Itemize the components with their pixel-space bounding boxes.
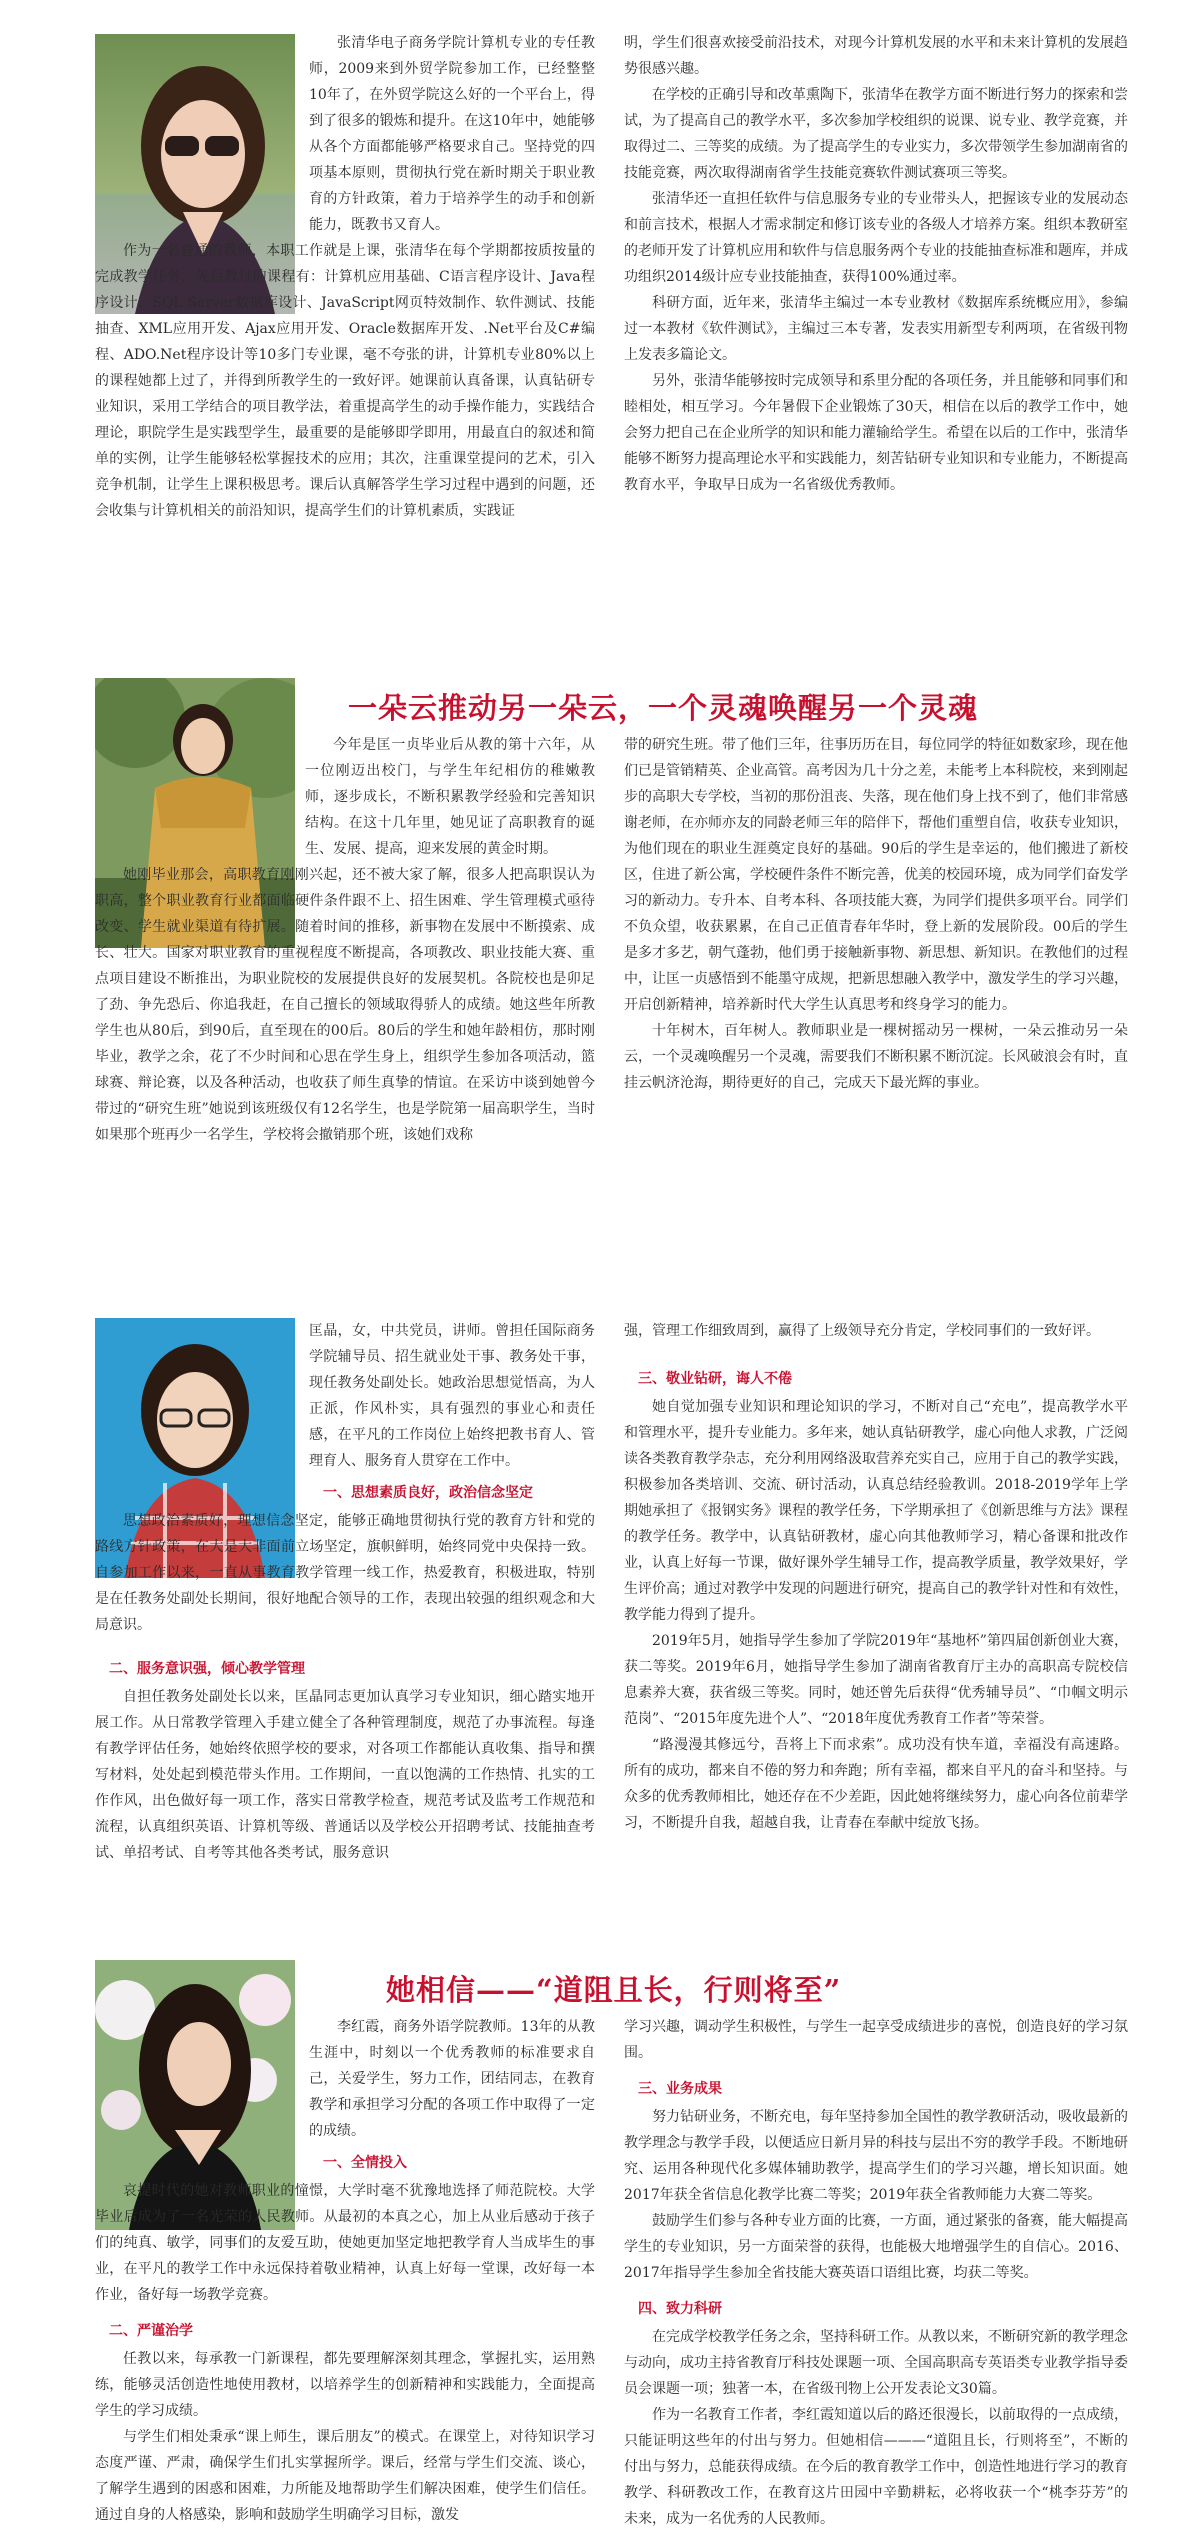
paragraph: 思想政治素质好，理想信念坚定，能够正确地贯彻执行党的教育方针和党的路线方针政策，在大是大非面前立场坚定，旗帜鲜明，始终同党中央保持一致。自参加工作以来，一直从事教育教学管理一线工作，热爱教育，积极进取，特别是在任教务处副处长期间，很好地配合领导的工作，表现出较强的组织观念和大局意识。 (95, 1513, 595, 1633)
paragraph: 作为一名普通的教师，本职工作就是上课，张清华在每个学期都按质按量的完成教学任务，先后教过的课程有：计算机应用基础、C语言程序设计、Java程序设计、SQL Server数据库设计、JavaScript网页特效制作、软件测试、技能抽查、XML应用开发、Ajax应用开发、Oracle数据库开发、.Net平台及C#编程、ADO.Net程序设计等10多门专业课，毫不夸张的讲，计算机专业80%以上的课程她都上过了，并得到所教学生的一致好评。她课前认真备课，认真钻研专业知识，采用工学结合的项目教学法，着重提高学生的动手操作能力，实践结合理论，职院学生是实践型学生，最重要的是能够即学即用，用最直白的叙述和简单的实例，让学生能够轻松掌握技术的应用；其次，注重课堂提问的艺术，引入竞争机制，让学生上课积极思考。课后认真解答学生学习过程中遇到的问题，还会收集与计算机相关的前沿知识，提高学生们的计算机素质，实践证 (95, 243, 595, 519)
paragraph: 她刚毕业那会，高职教育刚刚兴起，还不被大家了解，很多人把高职误认为职高，整个职业教育行业都面临硬件条件跟不上、招生困难、学生管理模式亟待改变、学生就业渠道有待扩展。随着时间的推移，新事物在发展中不断摸索、成长、壮大。国家对职业教育的重视程度不断提高，各项教改、职业技能大赛、重点项目建设不断推出，为职业院校的发展提供良好的发展契机。各院校也是卯足了劲、争先恐后、你追我赶，在自己擅长的领域取得骄人的成绩。她这些年所教学生也从80后，到90后，直至现在的00后。80后的学生和她年龄相仿，那时刚毕业，教学之余，花了不少时间和心思在学生身上，组织学生参加各项活动，篮球赛、辩论赛，以及各种活动，也收获了师生真挚的情谊。在采访中谈到她曾今带过的“研究生班”她说到该班级仅有12名学生，也是学院第一届高职学生，当时如果那个班再少一名学生，学校将会撤销那个班，该她们戏称 (95, 867, 595, 1143)
paragraph: 张清华还一直担任软件与信息服务专业的专业带头人，把握该专业的发展动态和前言技术，根据人才需求制定和修订该专业的各级人才培养方案。组织本教研室的老师开发了计算机应用和软件与信息服务两个专业的技能抽查标准和题库，并成功组织2014级计应专业技能抽查，获得100%通过率。 (624, 191, 1128, 285)
paragraph: 另外，张清华能够按时完成领导和系里分配的各项任务，并且能够和同事们和睦相处，相互学习。今年暑假下企业锻炼了30天，相信在以后的教学工作中，她会努力把自己在企业所学的知识和能力灌输给学生。希望在以后的工作中，张清华能够不断努力提高理论水平和实践能力，刻苦钻研专业知识和专业能力，不断提高教育水平，争取早日成为一名省级优秀教师。 (624, 373, 1128, 493)
paragraph: 带的研究生班。带了他们三年，往事历历在目，每位同学的特征如数家珍，现在他们已是管销精英、企业高管。高考因为几十分之差，未能考上本科院校，来到刚起步的高职大专学校，当初的那份沮丧、失落，现在他们身上找不到了，他们非常感谢老师，在亦师亦友的同龄老师三年的陪伴下，帮他们重塑自信，收获专业知识，为他们现在的职业生涯奠定良好的基础。90后的学生是幸运的，他们搬进了新校区，住进了新公寓，学校硬件条件不断完善，优美的校园环境，成为同学们奋发学习的新动力。专升本、自考本科、各项技能大赛，为同学们提供多项平台。同学们不负众望，收获累累，在自己正值青春年华时，登上新的发展阶段。00后的学生是多才多艺，朝气蓬勃，他们勇于接触新事物、新思想、新知识。在教他们的过程中，让匡一贞感悟到不能墨守成规，把新思想融入教学中，激发学生的学习兴趣，开启创新精神，培养新时代大学生认真思考和终身学习的能力。 (624, 737, 1128, 1013)
paragraph: 科研方面，近年来，张清华主编过一本专业教材《数据库系统概应用》，参编过一本教材《软件测试》，主编过三本专著，发表实用新型专利两项，在省级刊物上发表多篇论文。 (624, 295, 1128, 363)
paragraph: 她自觉加强专业知识和理论知识的学习，不断对自己“充电”，提高教学水平和管理水平，提升专业能力。多年来，她认真钻研教学，虚心向他人求教，广泛阅读各类教育教学杂志，充分利用网络汲取营养充实自己，应用于自己的教学实践，积极参加各类培训、交流、研讨活动，认真总结经验教训。2018-2019学年上学期她承担了《报钢实务》课程的教学任务，下学期承担了《创新思维与方法》课程的教学任务。教学中，认真钻研教材，虚心向其他教师学习，精心备课和批改作业，认真上好每一节课，做好课外学生辅导工作，提高教学质量，教学效果好，学生评价高；通过对教学中发现的问题进行研究，提高自己的教学针对性和有效性，教学能力得到了提升。 (624, 1399, 1128, 1623)
paragraph: 在学校的正确引导和改革熏陶下，张清华在教学方面不断进行努力的探索和尝试，为了提高自己的教学水平，多次参加学校组织的说课、说专业、教学竞赛，并取得过二、三等奖的成绩。为了提高学生的专业实力，多次带领学生参加湖南省的技能竞赛，两次取得湖南省学生技能竞赛软件测试赛项三等奖。 (624, 87, 1128, 181)
paragraph: 与学生们相处秉承“课上师生，课后朋友”的模式。在课堂上，对待知识学习态度严谨、严肃，确保学生们扎实掌握所学。课后，经常与学生们交流、谈心，了解学生遇到的困惑和困难，力所能及地帮助学生们解决困难，使学生们信任。通过自身的人格感染，影响和鼓励学生明确学习目标，激发 (95, 2429, 595, 2523)
section3-right-text (624, 1318, 1128, 1836)
section-heading: 三、敬业钻研，诲人不倦 (638, 1371, 792, 1387)
paragraph: 哀提时代的她对教师职业的憧憬，大学时毫不犹豫地选择了师范院校。大学毕业后成为了一名光荣的人民教师。从最初的本真之心，加上从业后感动于孩子们的纯真、敏学，同事们的友爱互助，使她更加坚定地把教学育人当成毕生的事业，在平凡的教学工作中永远保持着敬业精神，认真上好每一堂课，改好每一本作业，备好每一场教学竞赛。 (95, 2183, 595, 2303)
section2-left-text (95, 732, 595, 1148)
paragraph: 2019年5月，她指导学生参加了学院2019年“基地杯”第四届创新创业大赛，获二等奖。2019年6月，她指导学生参加了湖南省教育厅主办的高职高专院校信息素养大赛，获省级三等奖。同时，她还曾先后获得“优秀辅导员”、“巾帼文明示范岗”、“2015年度先进个人”、“2018年度优秀教育工作者”等荣誉。 (624, 1633, 1128, 1727)
section-heading: 一、全情投入 (323, 2155, 407, 2171)
paragraph: 强，管理工作细致周到，赢得了上级领导充分肯定，学校同事们的一致好评。 (624, 1323, 1100, 1339)
section-heading: 三、业务成果 (638, 2081, 722, 2097)
paragraph: 张清华电子商务学院计算机专业的专任教师，2009来到外贸学院参加工作，已经整整10年了，在外贸学院这么好的一个平台上，得到了很多的锻炼和提升。在这10年中，她能够从各个方面都能够严格要求自己。坚持党的四项基本原则，贯彻执行党在新时期关于职业教育的方针政策，着力于培养学生的动手和创新能力，既教书又育人。 (309, 35, 595, 233)
paragraph: 明，学生们很喜欢接受前沿技术，对现今计算机发展的水平和未来计算机的发展趋势很感兴趣。 (624, 35, 1128, 77)
paragraph: 今年是匡一贞毕业后从教的第十六年，从一位刚迈出校门，与学生年纪相仿的稚嫩教师，逐步成长，不断积累教学经验和完善知识结构。在这十几年里，她见证了高职教育的诞生、发展、提高，迎来发展的黄金时期。 (305, 737, 595, 857)
paragraph: 自担任教务处副处长以来，匡晶同志更加认真学习专业知识，细心踏实地开展工作。从日常教学管理入手建立健全了各种管理制度，规范了办事流程。每逢有教学评估任务，她始终依照学校的要求，对各项工作都能认真收集、指导和撰写材料，处处起到模范带头作用。工作期间，一直以饱满的工作热情、扎实的工作作风，出色做好每一项工作，落实日常教学检查，规范考试及监考工作规范和流程，认真组织英语、计算机等级、普通话以及学校公开招聘考试、技能抽查考试、单招考试、自考等其他各类考试，服务意识 (95, 1689, 595, 1861)
paragraph: 任教以来，每承教一门新课程，都先要理解深刻其理念，掌握扎实，运用熟练，能够灵活创造性地使用教材，以培养学生的创新精神和实践能力，全面提高学生的学习成绩。 (95, 2351, 595, 2419)
section2-title: 一朵云推动另一朵云，一个灵魂唤醒另一个灵魂 (348, 691, 979, 725)
paragraph: “路漫漫其修远兮，吾将上下而求索”。成功没有快车道，幸福没有高速路。所有的成功，都来自不倦的努力和奔跑；所有幸福，都来自平凡的奋斗和坚持。与众多的优秀教师相比，她还存在不少差距，因此她将继续努力，虚心向各位前辈学习，不断提升自我，超越自我，让青春在奉献中绽放飞扬。 (624, 1737, 1128, 1831)
paragraph: 李红霞，商务外语学院教师。13年的从教生涯中，时刻以一个优秀教师的标准要求自己，关爱学生，努力工作，团结同志，在教育教学和承担学习分配的各项工作中取得了一定的成绩。 (309, 2019, 595, 2139)
paragraph: 匡晶，女，中共党员，讲师。曾担任国际商务学院辅导员、招生就业处干事、教务处干事，现任教务处副处长。她政治思想觉悟高，为人正派，作风朴实，具有强烈的事业心和责任感，在平凡的工作岗位上始终把教书育人、管理育人、服务育人贯穿在工作中。 (309, 1323, 595, 1469)
paragraph: 鼓励学生们参与各种专业方面的比赛，一方面，通过紧张的备赛，能大幅提高学生的专业知识，另一方面荣誉的获得，也能极大地增强学生的自信心。2016、2017年指导学生参加全省技能大赛英语口语组比赛，均获二等奖。 (624, 2213, 1128, 2281)
section4-title: 她相信——“道阻且长，行则将至” (386, 1973, 842, 2007)
section4-right-text (624, 2014, 1128, 2532)
paragraph: 在完成学校教学任务之余，坚持科研工作。从教以来，不断研究新的教学理念与动向，成功主持省教育厅科技处课题一项、全国高职高专英语类专业教学指导委员会课题一项；独著一本，在省级刊物上公开发表论文30篇。 (624, 2329, 1128, 2397)
section3-left-text (95, 1318, 595, 1866)
paragraph: 作为一名教育工作者，李红霞知道以后的路还很漫长，以前取得的一点成绩，只能证明这些年的付出与努力。但她相信———“道阻且长，行则将至”，不断的付出与努力，总能获得成绩。在今后的教育教学工作中，创造性地进行学习的教育教学、科研教改工作，在教育这片田园中辛勤耕耘，必将收获一个“桃李芬芳”的未来，成为一名优秀的人民教师。 (624, 2407, 1128, 2527)
section-heading: 一、思想素质良好，政治信念坚定 (323, 1485, 533, 1501)
paragraph: 十年树木，百年树人。教师职业是一棵树摇动另一棵树，一朵云推动另一朵云，一个灵魂唤醒另一个灵魂，需要我们不断积累不断沉淀。长风破浪会有时，直挂云帆济沧海，期待更好的自己，完成天下最光辉的事业。 (624, 1023, 1128, 1091)
paragraph: 学习兴趣，调动学生积极性，与学生一起享受成绩进步的喜悦，创造良好的学习氛围。 (624, 2019, 1128, 2061)
section-heading: 四、致力科研 (638, 2301, 722, 2317)
section4-left-text (95, 2014, 595, 2528)
section1-right-text (624, 30, 1128, 498)
section-heading: 二、服务意识强，倾心教学管理 (109, 1661, 305, 1677)
section1-left-text (95, 30, 595, 524)
paragraph: 努力钻研业务，不断充电，每年坚持参加全国性的教学教研活动，吸收最新的教学理念与教学手段，以便适应日新月异的科技与层出不穷的教学手段。不断地研究、运用各种现代化多媒体辅助教学，提高学生们的学习兴趣，增长知识面。她2017年获全省信息化教学比赛二等奖；2019年获全省教师能力大赛二等奖。 (624, 2109, 1128, 2203)
section2-right-text (624, 732, 1128, 1096)
section-heading: 二、严谨治学 (109, 2323, 193, 2339)
